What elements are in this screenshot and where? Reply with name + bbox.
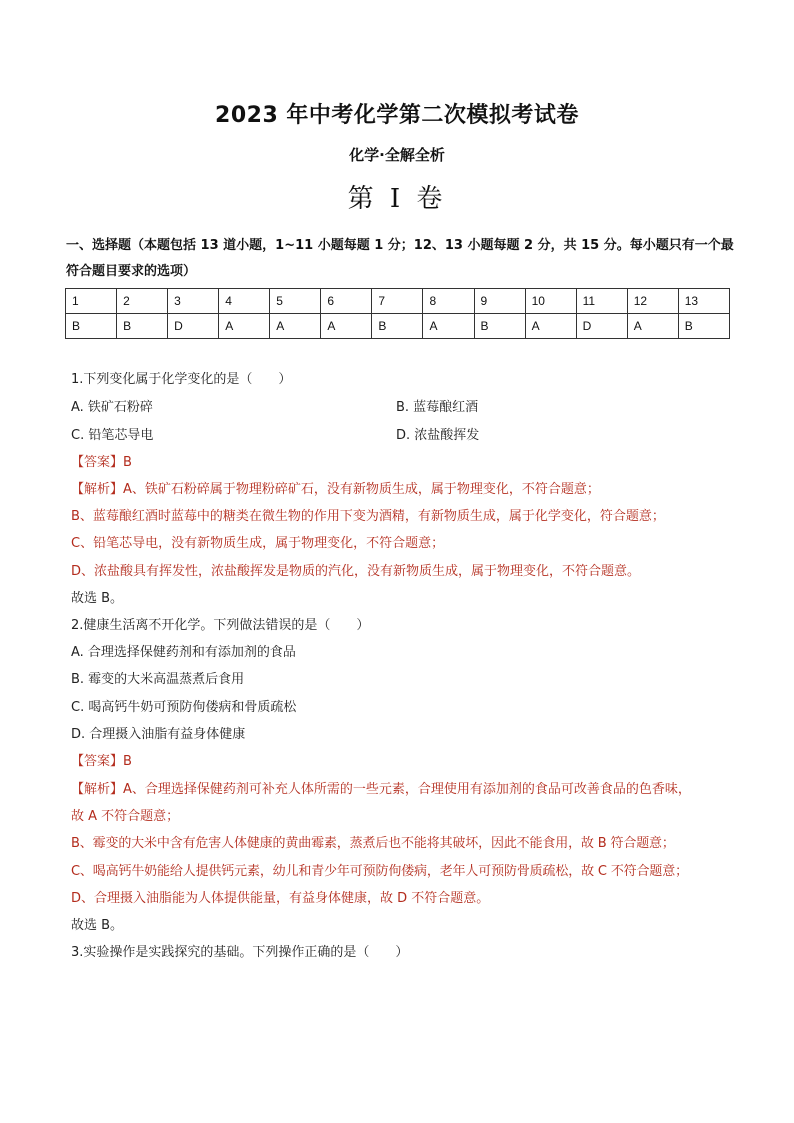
answer-cell: B bbox=[117, 314, 168, 339]
answer-cell: A bbox=[321, 314, 372, 339]
question-number-cell: 6 bbox=[321, 289, 372, 314]
volume-heading: 第 I 卷 bbox=[347, 184, 447, 214]
answer-cell: A bbox=[525, 314, 576, 339]
question-number-cell: 13 bbox=[678, 289, 729, 314]
question-number-cell: 12 bbox=[627, 289, 678, 314]
question-2-analysis-line bbox=[71, 778, 691, 797]
question-number-cell: 1 bbox=[66, 289, 117, 314]
answer-cell: D bbox=[576, 314, 627, 339]
answer-label: 【答案】 bbox=[71, 455, 124, 470]
question-2-option-d: D. 合理摄入油脂有益身体健康 bbox=[71, 727, 246, 742]
question-1-analysis-line bbox=[71, 478, 600, 497]
answer-cell: D bbox=[168, 314, 219, 339]
answer-cell: B bbox=[372, 314, 423, 339]
analysis-label: 【解析】 bbox=[71, 482, 124, 497]
question-number-cell: 8 bbox=[423, 289, 474, 314]
question-1-stem: 1.下列变化属于化学变化的是（ ） bbox=[71, 372, 292, 387]
question-number-cell: 9 bbox=[474, 289, 525, 314]
question-1-analysis-line: C、铅笔芯导电，没有新物质生成，属于物理变化，不符合题意； bbox=[71, 536, 445, 551]
answer-value: B bbox=[123, 754, 132, 769]
analysis-text: A、铁矿石粉碎属于物理粉碎矿石，没有新物质生成，属于物理变化，不符合题意； bbox=[123, 482, 600, 497]
question-2-answer bbox=[71, 750, 132, 769]
question-2-stem: 2.健康生活离不开化学。下列做法错误的是（ ） bbox=[71, 618, 370, 633]
question-1-option-c: C. 铅笔芯导电 bbox=[71, 428, 154, 443]
question-number-cell: 2 bbox=[117, 289, 168, 314]
question-number-cell: 10 bbox=[525, 289, 576, 314]
question-1-option-a: A. 铁矿石粉碎 bbox=[71, 400, 153, 415]
question-1-analysis-line: B、蓝莓酿红酒时蓝莓中的糖类在微生物的作用下变为酒精，有新物质生成，属于化学变化，符合题意； bbox=[71, 509, 665, 524]
answer-cell: B bbox=[678, 314, 729, 339]
question-2-option-b: B. 霉变的大米高温蒸煮后食用 bbox=[71, 672, 245, 687]
question-number-cell: 3 bbox=[168, 289, 219, 314]
question-number-cell: 5 bbox=[270, 289, 321, 314]
question-number-cell: 11 bbox=[576, 289, 627, 314]
question-2-analysis-line: B、霉变的大米中含有危害人体健康的黄曲霉素，蒸煮后也不能将其破坏，因此不能食用，故 B 符合题意； bbox=[71, 836, 675, 851]
answer-cell: B bbox=[474, 314, 525, 339]
answer-cell: A bbox=[219, 314, 270, 339]
answer-cell: A bbox=[627, 314, 678, 339]
answer-value: B bbox=[123, 455, 132, 470]
question-number-cell: 7 bbox=[372, 289, 423, 314]
question-1-option-d: D. 浓盐酸挥发 bbox=[396, 428, 480, 443]
answer-table-answer-row bbox=[66, 314, 730, 339]
question-2-analysis-line: D、合理摄入油脂能为人体提供能量，有益身体健康，故 D 不符合题意。 bbox=[71, 891, 490, 906]
answer-cell: B bbox=[66, 314, 117, 339]
answer-label: 【答案】 bbox=[71, 754, 124, 769]
question-2-analysis-line: C、喝高钙牛奶能给人提供钙元素，幼儿和青少年可预防佝偻病，老年人可预防骨质疏松，故 C 不符合题意； bbox=[71, 864, 688, 879]
answer-table-number-row bbox=[66, 289, 730, 314]
exam-subtitle: 化学·全解全析 bbox=[349, 146, 445, 164]
answer-cell: A bbox=[423, 314, 474, 339]
question-1-conclusion: 故选 B。 bbox=[71, 591, 124, 606]
question-2-analysis-line: 故 A 不符合题意； bbox=[71, 809, 180, 824]
section-heading: 一、选择题（本题包括 13 道小题，1~11 小题每题 1 分；12、13 小题每题 2 分，共 15 分。每小题只有一个最符合题目要求的选项） bbox=[66, 238, 734, 279]
answer-cell: A bbox=[270, 314, 321, 339]
question-1-analysis-line: D、浓盐酸具有挥发性，浓盐酸挥发是物质的汽化，没有新物质生成，属于物理变化，不符合题意。 bbox=[71, 564, 641, 579]
exam-title: 2023 年中考化学第二次模拟考试卷 bbox=[215, 103, 579, 128]
analysis-text: A、合理选择保健药剂可补充人体所需的一些元素，合理使用有添加剂的食品可改善食品的色香味， bbox=[123, 782, 691, 797]
question-1-option-b: B. 蓝莓酿红酒 bbox=[396, 400, 479, 415]
question-number-cell: 4 bbox=[219, 289, 270, 314]
answer-table bbox=[65, 288, 730, 339]
question-2-conclusion: 故选 B。 bbox=[71, 918, 124, 933]
question-2-option-a: A. 合理选择保健药剂和有添加剂的食品 bbox=[71, 645, 296, 660]
question-2-option-c: C. 喝高钙牛奶可预防佝偻病和骨质疏松 bbox=[71, 700, 297, 715]
question-1-answer bbox=[71, 451, 132, 470]
analysis-label: 【解析】 bbox=[71, 782, 124, 797]
question-3-stem: 3.实验操作是实践探究的基础。下列操作正确的是（ ） bbox=[71, 945, 409, 960]
